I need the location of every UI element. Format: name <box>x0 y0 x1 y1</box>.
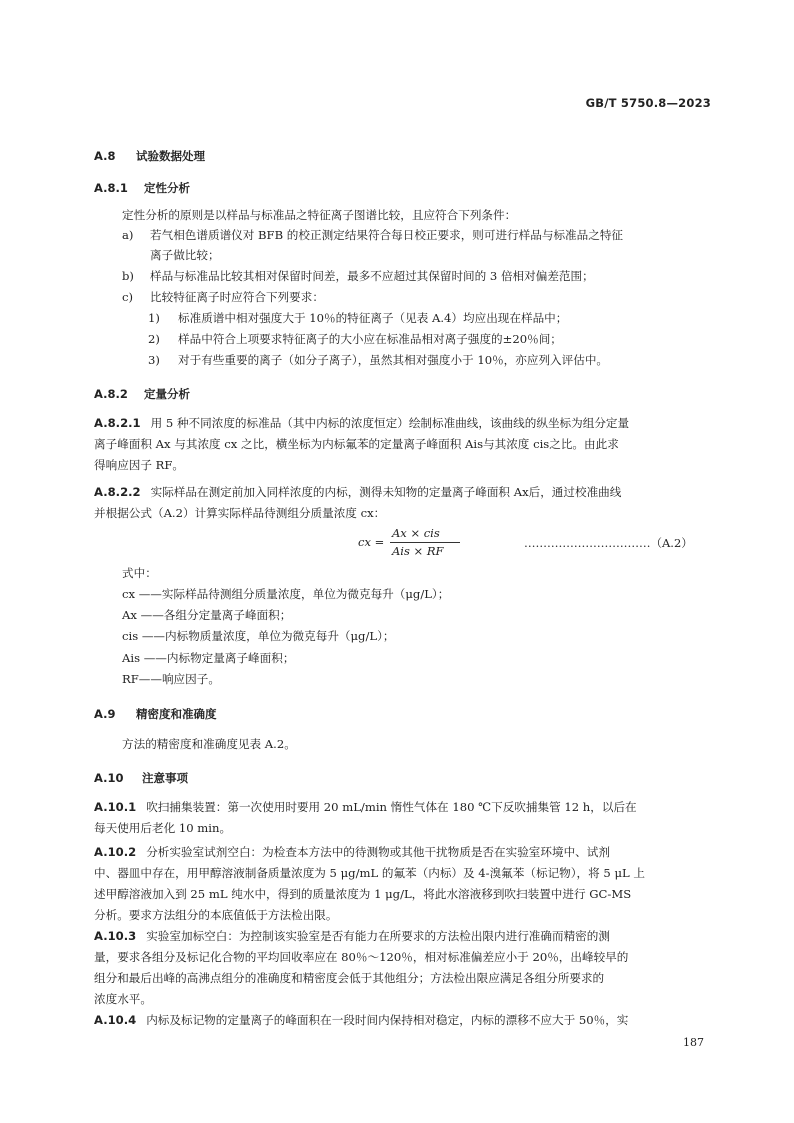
clause-text: 实际样品在测定前加入同样浓度的内标，测得未知物的定量离子峰面积 Ax后，通过校准曲线 <box>150 485 622 499</box>
sublist-mark-3: 3) <box>148 353 160 367</box>
note-1-line2: 每天使用后老化 10 min。 <box>94 821 232 835</box>
qual-intro: 定性分析的原则是以样品与标准品之特征离子图谱比较，且应符合下列条件： <box>122 208 517 222</box>
sublist-mark-2: 2) <box>148 332 160 346</box>
heading-a10 <box>94 770 188 786</box>
note-3-line2: 量，要求各组分及标记化合物的平均回收率应在 80％～120％，相对标准偏差应小于 20％，出峰较早的 <box>94 950 629 964</box>
clause-number: A.8.2.2 <box>94 485 141 499</box>
sublist-item-2: 样品中符合上项要求特征离子的大小应在标准品相对离子强度的±20％间； <box>178 332 562 346</box>
where-item-3: cis ——内标物质量浓度，单位为微克每升（μg/L）； <box>122 629 395 643</box>
note-2-line1 <box>94 845 610 860</box>
clause-text: 内标及标记物的定量离子的峰面积在一段时间内保持相对稳定，内标的漂移不应大于 50％，实 <box>146 1013 629 1027</box>
clause-number: A.10.4 <box>94 1013 137 1027</box>
list-item-a-line2: 离子做比较； <box>150 248 220 262</box>
heading-number: A.8 <box>94 149 116 163</box>
list-mark-b: b) <box>122 269 134 283</box>
list-item-c: 比较特征离子时应符合下列要求： <box>150 290 324 304</box>
formula-numerator: Ax × cis <box>392 526 440 540</box>
formula-denominator: Ais × RF <box>392 544 444 558</box>
heading-title: 精密度和准确度 <box>136 707 217 721</box>
heading-a8 <box>94 148 205 164</box>
note-2-line3: 述甲醇溶液加入到 25 mL 纯水中，得到的质量浓度为 1 μg/L，将此水溶液移到吹扫装置中进行 GC-MS <box>94 887 632 901</box>
where-label: 式中： <box>122 566 157 580</box>
list-item-a-line1: 若气相色谱质谱仪对 BFB 的校正测定结果符合每日校正要求，则可进行样品与标准品之特征 <box>150 228 624 242</box>
note-4-line1 <box>94 1013 628 1028</box>
clause-text: 实验室加标空白：为控制该实验室是否有能力在所要求的方法检出限内进行准确而精密的测 <box>146 929 610 943</box>
heading-number: A.8.1 <box>94 181 128 195</box>
heading-a8-1 <box>94 180 190 196</box>
clause-text: 用 5 种不同浓度的标准品（其中内标的浓度恒定）绘制标准曲线，该曲线的纵坐标为组分定量 <box>150 416 630 430</box>
heading-a8-2 <box>94 386 190 402</box>
quant-para-1-line2: 离子峰面积 Ax 与其浓度 cx 之比，横坐标为内标氟苯的定量离子峰面积 Ais与其浓度 cis之比。由此求 <box>94 437 619 451</box>
precision-text: 方法的精密度和准确度见表 A.2。 <box>122 737 296 751</box>
clause-number: A.10.1 <box>94 800 137 814</box>
note-2-line4: 分析。要求方法组分的本底值低于方法检出限。 <box>94 908 338 922</box>
note-2-line2: 中、器皿中存在，用甲醇溶液制备质量浓度为 5 μg/mL 的氟苯（内标）及 4-溴氟苯（标记物），将 5 μL 上 <box>94 866 645 880</box>
sublist-mark-1: 1) <box>148 311 160 325</box>
list-mark-a: a) <box>122 228 134 242</box>
sublist-item-3: 对于有些重要的离子（如分子离子），虽然其相对强度小于 10％，亦应列入评估中。 <box>178 353 609 367</box>
clause-number: A.8.2.1 <box>94 416 141 430</box>
list-mark-c: c) <box>122 290 134 304</box>
note-3-line4: 浓度水平。 <box>94 992 152 1006</box>
list-item-b: 样品与标准品比较其相对保留时间差，最多不应超过其保留时间的 3 倍相对偏差范围； <box>150 269 594 283</box>
quant-para-2-line1 <box>94 485 621 500</box>
formula-lhs: cx = <box>358 535 385 549</box>
fraction-bar <box>390 542 460 543</box>
formula-a2 <box>358 526 458 560</box>
where-item-5: RF——响应因子。 <box>122 672 220 686</box>
heading-title: 定性分析 <box>144 181 191 195</box>
quant-para-1-line1 <box>94 416 629 431</box>
sublist-item-1: 标准质谱中相对强度大于 10％的特征离子（见表 A.4）均应出现在样品中； <box>178 311 568 325</box>
note-3-line1 <box>94 929 610 944</box>
clause-number: A.10.2 <box>94 845 137 859</box>
page-number: 187 <box>683 1036 704 1049</box>
heading-title: 定量分析 <box>144 387 191 401</box>
clause-number: A.10.3 <box>94 929 137 943</box>
heading-a9 <box>94 706 217 722</box>
formula-number: ……………………………（A.2） <box>524 536 693 550</box>
heading-number: A.10 <box>94 771 124 785</box>
where-item-2: Ax ——各组分定量离子峰面积； <box>122 608 292 622</box>
heading-number: A.8.2 <box>94 387 128 401</box>
clause-text: 分析实验室试剂空白：为检查本方法中的待测物或其他干扰物质是否在实验室环境中、试剂 <box>146 845 610 859</box>
where-item-1: cx ——实际样品待测组分质量浓度，单位为微克每升（μg/L）； <box>122 587 450 601</box>
quant-para-2-line2: 并根据公式（A.2）计算实际样品待测组分质量浓度 cx： <box>94 506 386 520</box>
note-1-line1 <box>94 800 637 815</box>
where-item-4: Ais ——内标物定量离子峰面积； <box>122 651 295 665</box>
standard-code: GB/T 5750.8—2023 <box>585 96 711 110</box>
note-3-line3: 组分和最后出峰的高沸点组分的准确度和精密度会低于其他组分；方法检出限应满足各组分所要求的 <box>94 971 605 985</box>
clause-text: 吹扫捕集装置：第一次使用时要用 20 mL/min 惰性气体在 180 ℃下反吹捕集管 12 h，以后在 <box>146 800 637 814</box>
heading-title: 注意事项 <box>142 771 189 785</box>
heading-title: 试验数据处理 <box>136 149 206 163</box>
quant-para-1-line3: 得响应因子 RF。 <box>94 458 185 472</box>
heading-number: A.9 <box>94 707 116 721</box>
